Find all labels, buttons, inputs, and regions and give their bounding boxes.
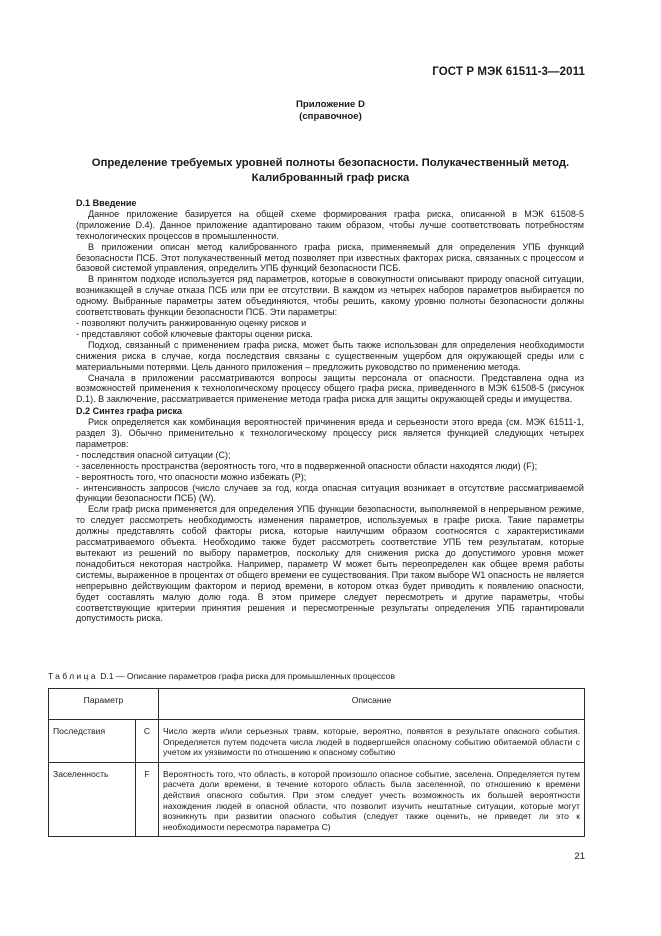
parameter-name: Последствия: [49, 720, 136, 763]
page-number: 21: [574, 851, 585, 862]
annex-subtitle: (справочное): [299, 111, 362, 122]
parameters-table: [48, 688, 585, 837]
document-code: ГОСТ Р МЭК 61511-3—2011: [432, 66, 585, 78]
section-heading-d2: D.2 Синтез графа риска: [76, 406, 183, 417]
main-title-line-1: Определение требуемых уровней полноты безопасности. Полукачественный метод.: [91, 157, 570, 169]
paragraph: Данное приложение базируется на общей схеме формирования графа риска, описанной в МЭК 61508-5 (приложение D.4). Данное приложение адаптировано таким образом, чтобы лучше соответствовать потребностям технологических процессов в промышленности.: [76, 208, 584, 241]
paragraph: Сначала в приложении рассматриваются вопросы защиты персонала от опасности. Представлена одна из возможностей применения к технологическому процессу общего графа риска, приведенного в МЭК 61508-5 (рисунок D.1). В заключение, рассматривается применение метода графа риска для защиты окружающей среды и имущества.: [76, 372, 584, 405]
main-title: [40, 156, 621, 186]
paragraph: В принятом подходе используется ряд параметров, которые в совокупности описывают природу опасной ситуации, возникающей в случае отказа ПСБ или при ее отсутствии. В каждом из четырех наборов параметров выбирается по одному. Выбранные параметры затем объединяются, чтобы решить, какому уровню полноты безопасности должны соответствовать функции безопасности ПСБ. Эти параметры:: [76, 274, 584, 318]
list-item: - позволяют получить ранжированную оценку рисков и: [76, 317, 307, 328]
paragraph: В приложении описан метод калиброванного графа риска, применяемый для определения УПБ функций безопасности ПСБ. Этот полукачественный метод позволяет при известных факторах риска, связанных с процессом и базовой системой управления, определить УПБ функций безопасности ПСБ.: [76, 241, 584, 274]
table-header-row: [49, 689, 585, 720]
list-item: - заселенность пространства (вероятность того, что в подверженной опасности области находятся люди) (F);: [76, 460, 538, 471]
body-text: [76, 197, 584, 624]
paragraph: Если граф риска применяется для определения УПБ функции безопасности, выполняемой в непрерывном режиме, то следует рассмотреть необходимость изменения параметров, используемых в графе риска. Такие параметры должны представлять собой факторы риска, которые наилучшим образом соотносятся с характеристиками рассматриваемого объекта. Необходимо также будет рассмотреть соответствие УПБ тем результатам, которые вытекают из решений по выбору параметров, поскольку для снижения риска до допустимого уровня может понадобиться некоторая настройка. Например, параметр W может быть переопределен как общее время работы системы, выраженное в процентах от общего времени ее существования. При таком выборе W1 опасность не является непрерывно действующим фактором и период времени, в котором отказ будет приводить к появлению опасности, будет составлять малую долю года. В этом примере следует пересмотреть и другие параметры, чтобы соответствующие критерии принятия решения и пересмотренные результаты определения УПБ гарантировали допустимость риска.: [76, 504, 584, 624]
table-row: [49, 720, 585, 763]
paragraph: Риск определяется как комбинация вероятностей причинения вреда и серьезности этого вреда (см. МЭК 61511-1, раздел 3). Обычно применительно к технологическому процессу риск является функцией следующих четырех параметров:: [76, 417, 584, 449]
column-header-parameter: Параметр: [49, 689, 159, 720]
column-header-description: Описание: [159, 689, 585, 720]
paragraph: Подход, связанный с применением графа риска, может быть также использован для определения необходимости снижения риска в случае, когда последствия связаны с существенным ущербом для окружающей среды или с материальными потерями. Цель данного приложения – предложить руководство по применению метода.: [76, 339, 584, 372]
table-row: [49, 762, 585, 837]
parameter-description: Число жертв и/или серьезных травм, которые, вероятно, появятся в результате опасного события. Определяется путем подсчета числа людей в подвергшейся опасному событию обитаемой области с учетом их уязвимости по отношению к опасному событию: [159, 720, 585, 763]
annex-title: Приложение D: [296, 99, 365, 110]
list-item: - вероятность того, что опасности можно избежать (Р);: [76, 471, 307, 482]
parameter-description: Вероятность того, что область, в которой произошло опасное событие, заселена. Определяется путем расчета доли времени, в течение которого область была заселенной, по отношению к времени действия опасного события. При этом следует учесть возможность их большей вероятности нахождения людей в опасной области, что позволит изучить нештатные ситуации, которые могут возникнуть при развитии опасного события (следует также оценить, не приведет ли это к необходимости пересмотра параметра С): [159, 762, 585, 837]
section-heading-d1: D.1 Введение: [76, 198, 137, 208]
parameter-code: C: [136, 720, 159, 763]
parameter-name: Заселенность: [49, 762, 136, 837]
table-caption-text: D.1 — Описание параметров графа риска для промышленных процессов: [100, 671, 395, 681]
main-title-line-2: Калиброванный граф риска: [251, 172, 410, 184]
table-caption: [48, 671, 588, 681]
list-item: - представляют собой ключевые факторы оценки риска.: [76, 328, 313, 339]
table-caption-prefix: Таблица: [48, 671, 98, 681]
list-item: - интенсивность запросов (число случаев за год, когда опасная ситуация возникает в отсутствие рассматриваемой функции безопасности ПСБ) (W).: [76, 482, 584, 504]
list-item: - последствия опасной ситуации (С);: [76, 449, 231, 460]
parameter-code: F: [136, 762, 159, 837]
